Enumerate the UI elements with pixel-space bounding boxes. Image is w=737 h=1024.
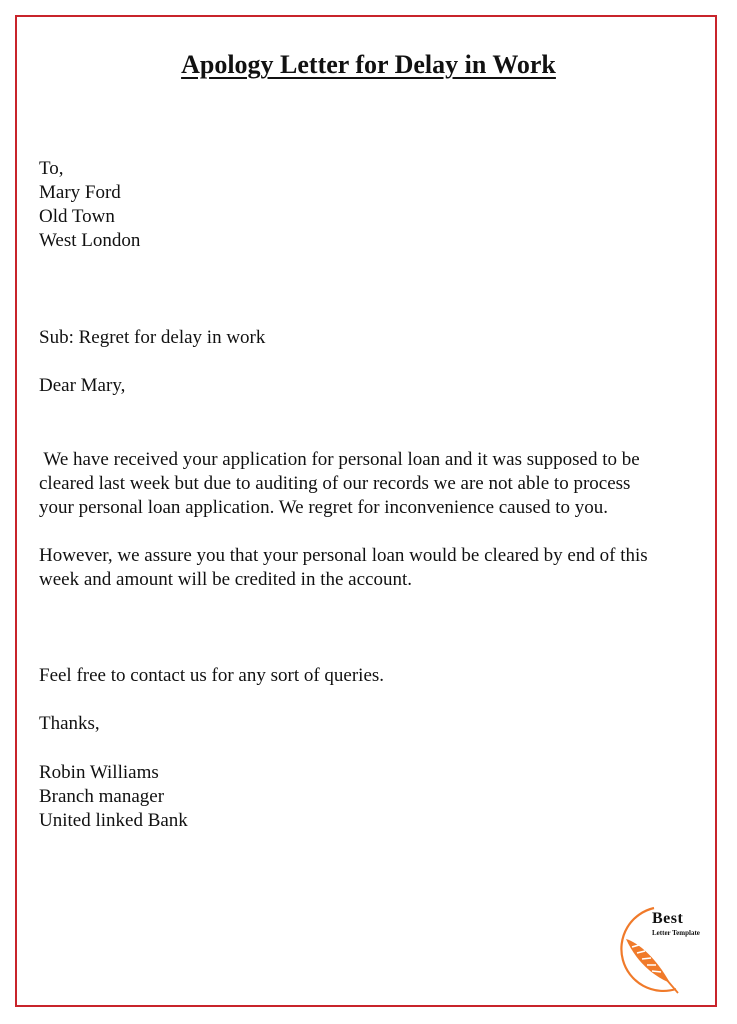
logo-tagline: Letter Template xyxy=(652,929,700,937)
signoff-text: Thanks, xyxy=(39,713,100,734)
subject-line xyxy=(39,326,699,350)
recipient-address xyxy=(39,157,699,253)
recipient-line: Old Town xyxy=(39,206,115,227)
paragraph-line: We have received your application for personal loan and it was supposed to be xyxy=(39,449,640,470)
letter-title-text: Apology Letter for Delay in Work xyxy=(181,50,556,79)
brand-logo xyxy=(606,903,716,998)
recipient-line: Mary Ford xyxy=(39,182,121,203)
paragraph-line: cleared last week but due to auditing of our records we are not able to process xyxy=(39,473,631,494)
paragraph-line: your personal loan application. We regret for inconvenience caused to you. xyxy=(39,497,608,518)
signature-company: United linked Bank xyxy=(39,810,188,831)
body-paragraph-1 xyxy=(39,448,699,520)
letter-title xyxy=(0,49,737,81)
paragraph-line: However, we assure you that your personal loan would be cleared by end of this xyxy=(39,545,648,566)
signoff xyxy=(39,712,699,736)
recipient-line: West London xyxy=(39,230,141,251)
signature-position: Branch manager xyxy=(39,786,165,807)
closing-note-text: Feel free to contact us for any sort of queries. xyxy=(39,665,385,686)
body-paragraph-2 xyxy=(39,544,699,592)
logo-word: Best xyxy=(652,910,684,927)
signature-block xyxy=(39,761,699,833)
salutation xyxy=(39,374,699,398)
recipient-line: To, xyxy=(39,158,64,179)
subject-text: Sub: Regret for delay in work xyxy=(39,327,266,348)
closing-note xyxy=(39,664,699,688)
signature-name: Robin Williams xyxy=(39,762,159,783)
salutation-text: Dear Mary, xyxy=(39,375,126,396)
paragraph-line: week and amount will be credited in the account. xyxy=(39,569,413,590)
